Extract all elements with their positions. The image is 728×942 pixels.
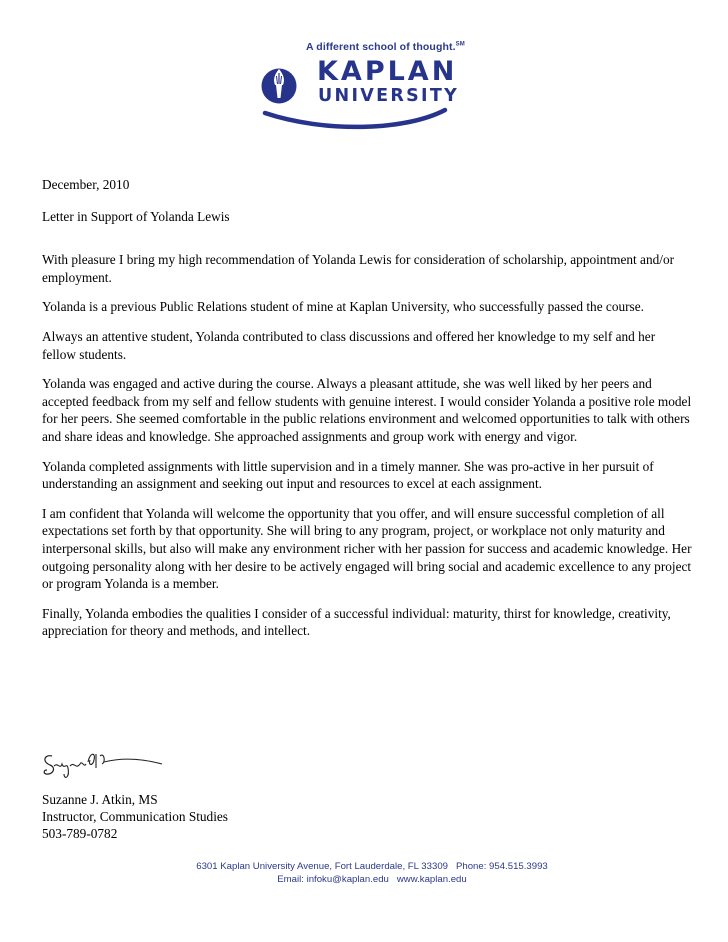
- signer-name: Suzanne J. Atkin, MS: [42, 792, 158, 807]
- handwritten-signature: [40, 748, 170, 784]
- paragraph: Yolanda was engaged and active during the course. Always a pleasant attitude, she was well liked by her peers and accepted feedback from my self and fellow students with genuine interest. I would consider Yolanda a positive role model for her peers. She seemed comfortable in the public relations environment and welcomed opportunities to talk with others and share ideas and knowledge. She approached assignments and group work with energy and vigor.: [42, 376, 692, 444]
- letter-body: [42, 176, 692, 652]
- paragraph: Finally, Yolanda embodies the qualities I consider of a successful individual: maturity, thirst for knowledge, creativity, appreciation for theory and methods, and intellect.: [42, 605, 671, 639]
- paragraph: Yolanda completed assignments with little supervision and in a timely manner. She was pro-active in her pursuit of understanding an assignment and seeking out input and resources to excel at each assignment.: [42, 458, 654, 492]
- letter-subject: Letter in Support of Yolanda Lewis: [42, 208, 230, 224]
- tagline: A different school of thought.℠: [306, 41, 465, 53]
- footer-address: 6301 Kaplan University Avenue, Fort Lauderdale, FL 33309 Phone: 954.515.3993: [196, 861, 548, 872]
- brand-name: KAPLAN: [317, 56, 458, 87]
- brand-subname: UNIVERSITY: [318, 86, 460, 106]
- footer-contact: Email: infoku@kaplan.edu www.kaplan.edu: [277, 874, 467, 885]
- paragraph: With pleasure I bring my high recommendation of Yolanda Lewis for consideration of scholarship, appointment and/or employment.: [42, 252, 675, 285]
- letter-date: December, 2010: [42, 177, 130, 192]
- paragraph: I am confident that Yolanda will welcome the opportunity that you offer, and will ensure successful completion of all expectations set forth by that opportunity. She will bring to any program, project, or workplace not only maturity and interpersonal skills, but also will make any environment richer with her passion for success and academic knowledge. Her outgoing personality along with her desire to be actively engaged will bring social and academic excellence to any project or program Yolanda is a member.: [42, 505, 692, 592]
- signer-title: Instructor, Communication Studies: [42, 809, 228, 825]
- paragraph: Always an attentive student, Yolanda contributed to class discussions and offered her knowledge to my self and her fellow students.: [42, 328, 656, 362]
- paragraph: Yolanda is a previous Public Relations student of mine at Kaplan University, who successfully passed the course.: [42, 299, 644, 315]
- signer-phone: 503-789-0782: [42, 826, 118, 842]
- signature-block: [42, 791, 228, 843]
